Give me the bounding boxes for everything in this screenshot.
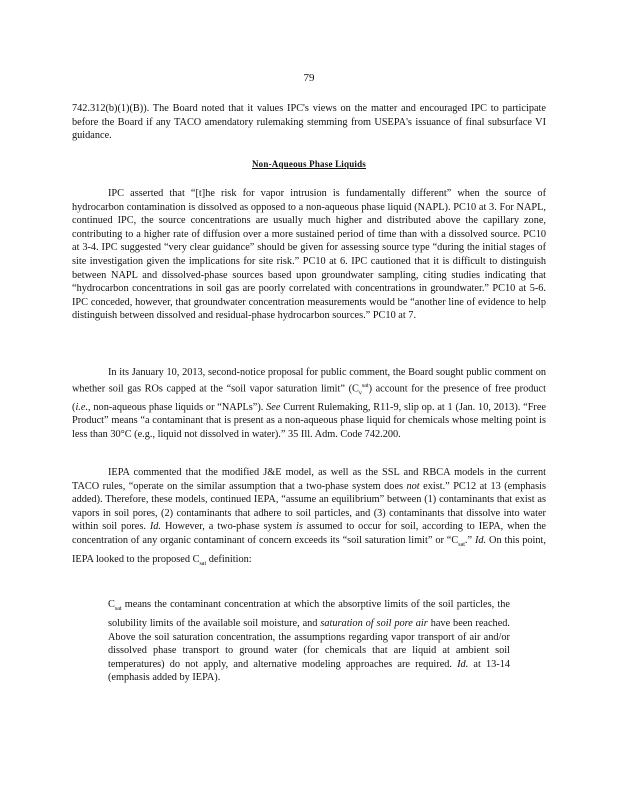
paragraph-opening-text: 742.312(b)(1)(B)). The Board noted that it values IPC's views on the matter and encouraged IPC to participate before the Board if any TACO amendatory rulemaking stemming from USEPA's issuance of final subsurface VI guidance. [72,103,546,142]
paragraph-board-text: In its January 10, 2013, second-notice proposal for public comment, the Board sought public comment on whether soil gas ROs capped at the “soil vapor saturation limit” $(C_v^{sat})$ account for the presence of free product (i.e., non-aqueous phase liquids or “NAPLs”). See Current Rulemaking, R11-9, slip op. at 1 (Jan. 10, 2013). “Free Product” means “a contaminant that is present as a non-aqueous phase liquid for chemicals whose melting point is less than 30°C (e.g., liquid not dissolved in water).” 35 Ill. Adm. Code 742.200. [72,367,546,440]
block-quote-text: $C_{sat}$ means the contaminant concentration at which the absorptive limits of the soil particles, the solubility limits of the available soil moisture, and saturation of soil pore air have been reached. Above the soil saturation concentration, the assumptions regarding vapor transport of air and/or dissolved phase transport to ground water (for chemicals that are liquid at ambient soil temperatures) do not apply, and alternative modeling approaches are required. Id. at 13-14 (emphasis added by IEPA). [108,599,510,684]
page-number: 79 [303,72,315,84]
block-quote-csat-definition [108,588,510,695]
section-heading: Non-Aqueous Phase Liquids [251,159,367,169]
paragraph-opening [72,102,546,143]
paragraph-iepa [72,466,546,571]
paragraph-ipc-text: IPC asserted that “[t]he risk for vapor intrusion is fundamentally different” when the source of hydrocarbon contamination is dissolved as opposed to a non-aqueous phase liquid (NAPL). PC10 at 3. For NAPL, continued IPC, the source concentrations are usually much higher and distributed above the capillary zone, contributing to a higher rate of diffusion over a more sustained period of time than with a dissolved source. PC10 at 3-4. IPC suggested “very clear guidance” should be given for assessing source type “during the initial stages of site investigation given the implications for site risk.” PC10 at 6. IPC cautioned that it is difficult to distinguish between NAPL and dissolved-phase sources based upon groundwater sampling, citing studies indicating that “hydrocarbon concentrations in soil gas are poorly correlated with concentrations in groundwater.” PC10 at 5-6. IPC conceded, however, that groundwater concentration measurements would be “another line of evidence to help distinguish between dissolved and residual-phase hydrocarbon sources.” PC10 at 7. [72,188,546,322]
paragraph-iepa-text: IEPA commented that the modified J&E model, as well as the SSL and RBCA models in the current TACO rules, “operate on the similar assumption that a two-phase system does not exist.” PC12 at 13 (emphasis added). Therefore, these models, continued IEPA, “assume an equilibrium” between (1) contaminants that exist as vapors in soil pores, (2) contaminants that adhere to soil particles, and (3) contaminants that dissolve into water within soil pores. Id. However, a two-phase system is assumed to occur for soil, according to IEPA, when the concentration of any organic contaminant of concern exceeds its “soil saturation limit” or “$C_{sat}$.” Id. On this point, IEPA looked to the proposed $C_{sat}$ definition: [72,467,546,567]
paragraph-board [72,366,546,441]
paragraph-ipc [72,187,546,323]
